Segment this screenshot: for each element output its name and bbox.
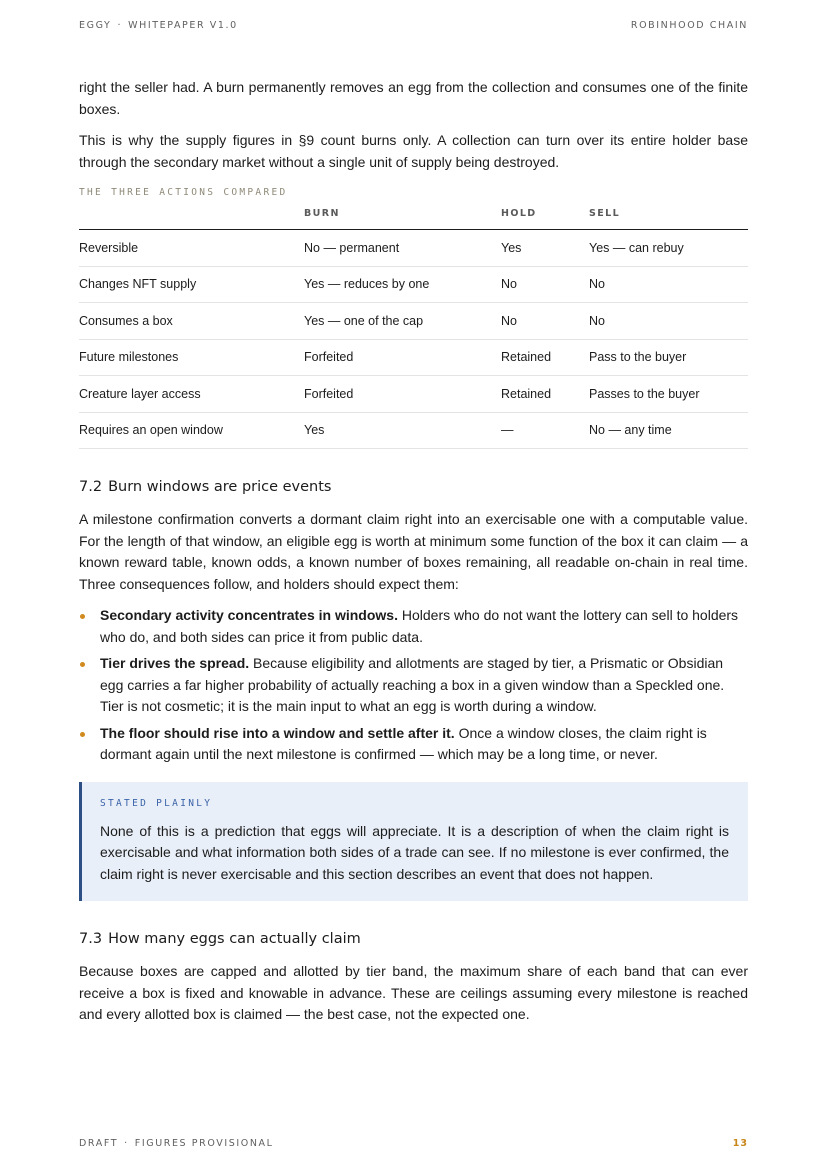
header-separator: · (117, 20, 123, 31)
table-row (79, 412, 748, 449)
section-heading-7-2 (79, 479, 748, 495)
page-number: 13 (732, 1138, 748, 1149)
table-cell: No (501, 266, 589, 303)
table-cell: Pass to the buyer (589, 339, 748, 376)
header-chain-name: ROBINHOOD CHAIN (630, 20, 748, 31)
table-cell: Creature layer access (79, 376, 304, 413)
table-cell: No — permanent (304, 230, 501, 267)
section-7-3-paragraph: Because boxes are capped and allotted by tier band, the maximum share of each band that can ever receive a box is fixed and knowable in advance. These are ceilings assuming every milestone is reached and every allotted box is claimed — the best case, not the expected one. (79, 963, 748, 1022)
list-item (79, 605, 748, 648)
table-caption: THE THREE ACTIONS COMPARED (79, 187, 288, 198)
list-item (79, 723, 748, 766)
header-left (79, 20, 238, 31)
table-cell: Yes — reduces by one (304, 266, 501, 303)
table-row (79, 303, 748, 340)
list-item-text: Because eligibility and allotments are staged by tier, a Prismatic or Obsidian egg carries a far higher probability of actually reaching a box in a given window than a Speckled one. Tier is not cosmetic; it is the main input to what an egg is worth during a window. (100, 655, 725, 714)
table-cell: Passes to the buyer (589, 376, 748, 413)
footer-left (79, 1138, 274, 1149)
table-cell: Reversible (79, 230, 304, 267)
intro-paragraph-1: right the seller had. A burn permanently removes an egg from the collection and consumes one of the finite boxes. (79, 79, 748, 117)
stated-plainly-callout (79, 782, 748, 902)
table-row (79, 266, 748, 303)
table-cell: No (589, 266, 748, 303)
table-cell: Consumes a box (79, 303, 304, 340)
running-footer (79, 1138, 748, 1149)
table-header-row (79, 208, 748, 230)
table-cell: Forfeited (304, 339, 501, 376)
list-item (79, 653, 748, 718)
table-header-cell: BURN (304, 208, 501, 230)
table-cell: Yes — one of the cap (304, 303, 501, 340)
table-cell: No — any time (589, 412, 748, 449)
list-item-lead: Secondary activity concentrates in windows. (100, 607, 398, 623)
table-header-cell (79, 208, 304, 230)
table-cell: Requires an open window (79, 412, 304, 449)
table-cell: Yes (304, 412, 501, 449)
table-row (79, 339, 748, 376)
doc-version: WHITEPAPER V1.0 (128, 20, 238, 31)
bullet-dot-icon (80, 614, 85, 619)
section-heading-7-3 (79, 931, 748, 947)
callout-text: None of this is a prediction that eggs will appreciate. It is a description of when the claim right is exercisable and what information both sides of a trade can see. If no milestone is ever confirmed, the claim right is never exercisable and this section describes an event that does not happen. (100, 822, 729, 882)
table-cell: — (501, 412, 589, 449)
table-cell: Yes — can rebuy (589, 230, 748, 267)
bullet-dot-icon (80, 732, 85, 737)
footer-separator: · (124, 1138, 129, 1149)
table-cell: No (501, 303, 589, 340)
table-cell: Retained (501, 376, 589, 413)
table-row (79, 230, 748, 267)
table-cell: Changes NFT supply (79, 266, 304, 303)
actions-comparison-table (79, 208, 748, 449)
list-item-lead: The floor should rise into a window and settle after it. (100, 724, 455, 741)
table-cell: Retained (501, 339, 589, 376)
list-item-text: Once a window closes, the claim right is dormant again until the next milestone is confirmed — which may be a long time, or never. (100, 724, 707, 762)
list-item-lead: Tier drives the spread. (100, 655, 250, 671)
table-cell: No (589, 303, 748, 340)
section-number: 7.2 (79, 479, 103, 495)
table-cell: Future milestones (79, 339, 304, 376)
callout-label: STATED PLAINLY (100, 797, 213, 809)
table-cell: Forfeited (304, 376, 501, 413)
running-header (79, 20, 748, 31)
doc-brand: EGGY (79, 20, 112, 31)
section-title: How many eggs can actually claim (108, 931, 361, 947)
list-item-text: Holders who do not want the lottery can sell to holders who do, and both sides can price it from public data. (100, 607, 739, 645)
table-cell: Yes (501, 230, 589, 267)
section-title: Burn windows are price events (108, 479, 332, 495)
table-row (79, 376, 748, 413)
intro-paragraph-2: This is why the supply figures in §9 count burns only. A collection can turn over its entire holder base through the secondary market without a single unit of supply being destroyed. (79, 132, 748, 170)
table-header-cell: SELL (589, 208, 748, 230)
figures-note: FIGURES PROVISIONAL (134, 1138, 274, 1149)
consequences-list (79, 605, 748, 766)
table-header-cell: HOLD (501, 208, 589, 230)
draft-label: DRAFT (79, 1138, 119, 1149)
section-number: 7.3 (79, 931, 103, 947)
bullet-dot-icon (80, 662, 85, 667)
section-7-2-paragraph: A milestone confirmation converts a dormant claim right into an exercisable one with a computable value. For the length of that window, an eligible egg is worth at minimum some function of the box it can claim — a known reward table, known odds, a known number of boxes remaining, all readable on-chain in real time. Three consequences follow, and holders should expect them: (79, 511, 748, 592)
page-content (79, 77, 748, 1036)
